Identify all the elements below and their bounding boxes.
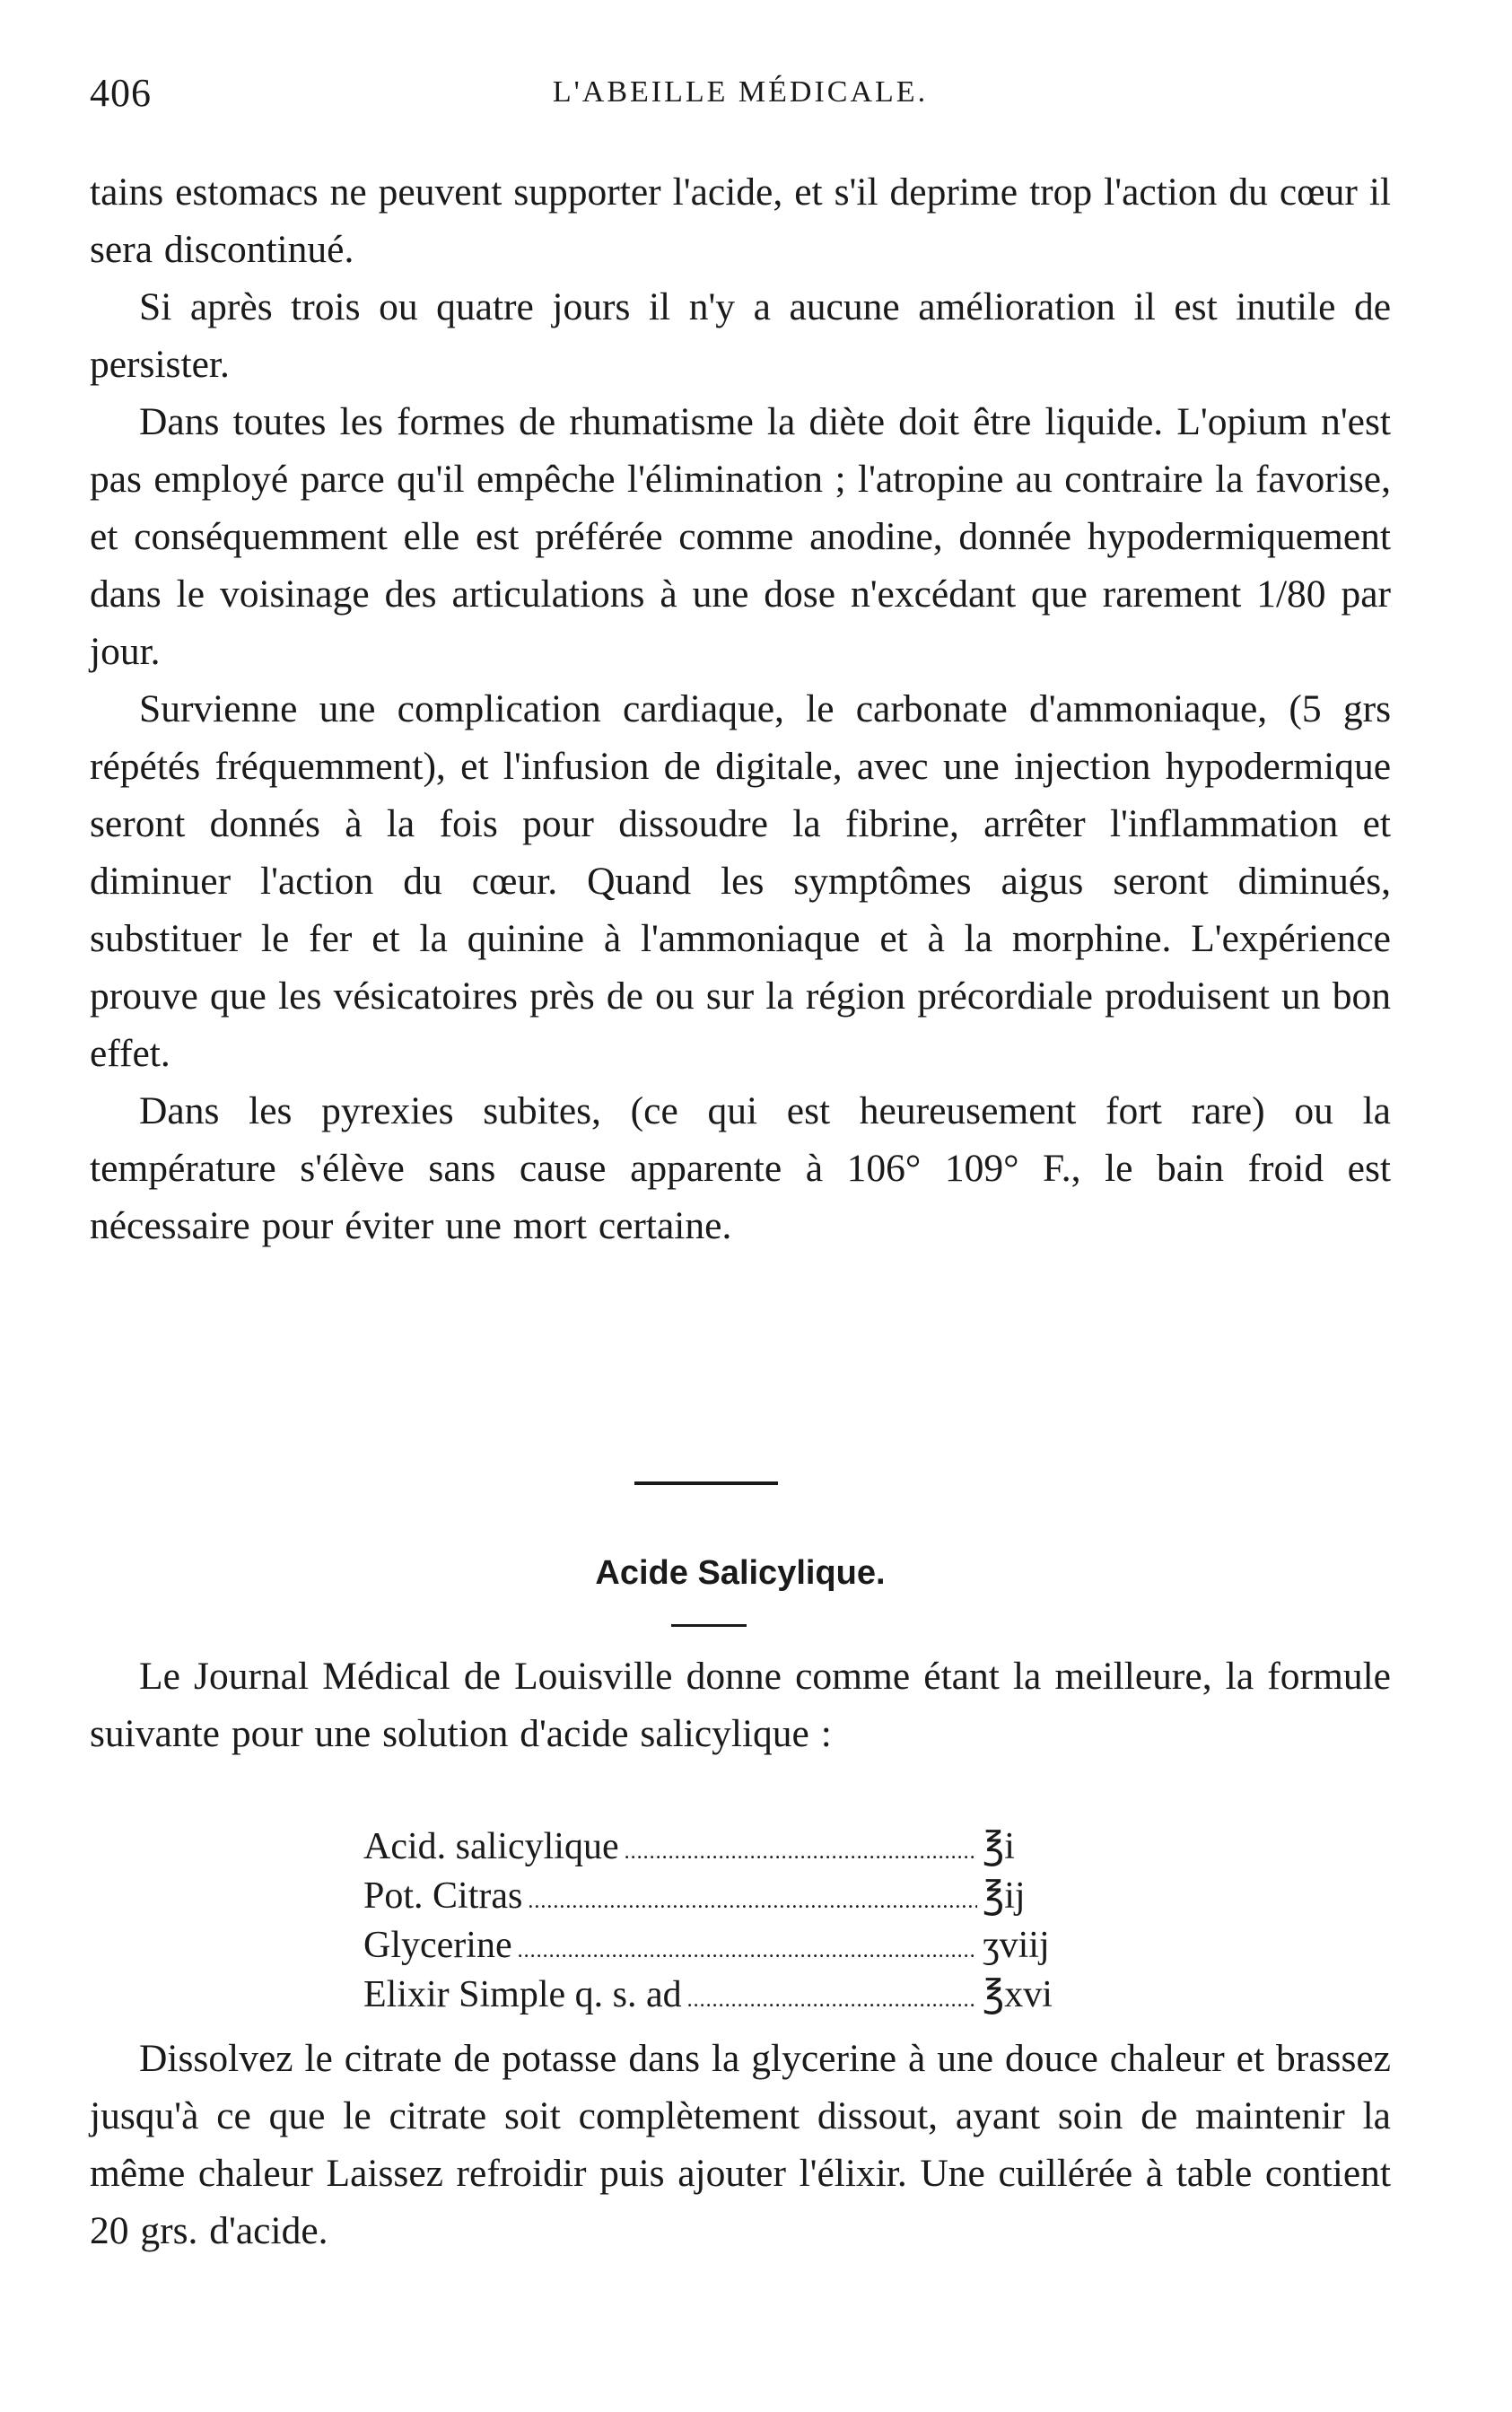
page-header xyxy=(90,70,1391,124)
section-divider xyxy=(634,1481,778,1485)
closing-text xyxy=(90,2030,1391,2259)
formula-row xyxy=(363,1971,1081,2020)
paragraph-3: Dans toutes les formes de rhumatisme la diète doit être liquide. L'opium n'est pas employé parce qu'il empêche l'élimination ; l'atropine au contraire la favorise, et conséquemment elle est préférée comme anodine, donnée hypodermiquement dans le voisinage des articulations à une dose n'excédant que rarement 1/80 par jour. xyxy=(90,400,1391,673)
formula-row xyxy=(363,1822,1081,1872)
section-intro xyxy=(90,1647,1391,1762)
leader-dots xyxy=(687,1976,977,2025)
paragraph-2: Si après trois ou quatre jours il n'y a aucune amélioration il est inutile de persister. xyxy=(90,285,1391,386)
leader-dots xyxy=(528,1877,977,1927)
formula-quantity: ʒviij xyxy=(983,1925,1050,1966)
leader-dots xyxy=(518,1927,977,1976)
formula-quantity: ℥xvi xyxy=(983,1974,1053,2015)
formula-ingredient: Acid. salicylique xyxy=(363,1826,619,1867)
formula-ingredient: Elixir Simple q. s. ad xyxy=(363,1974,682,2015)
leader-dots xyxy=(625,1828,977,1877)
formula-row xyxy=(363,1872,1081,1921)
formula-ingredient: Pot. Citras xyxy=(363,1875,523,1917)
formula-quantity: ℥ij xyxy=(983,1875,1026,1917)
page-number: 406 xyxy=(90,71,152,115)
formula-row xyxy=(363,1921,1081,1971)
title-underline xyxy=(671,1624,747,1627)
intro-paragraph: Le Journal Médical de Louisville donne comme étant la meilleure, la formule suivante pour une solution d'acide salicylique : xyxy=(90,1655,1391,1755)
paragraph-1: tains estomacs ne peuvent supporter l'acide, et s'il deprime trop l'action du cœur il sera discontinué. xyxy=(90,170,1391,271)
paragraph-4: Survienne une complication cardiaque, le carbonate d'ammoniaque, (5 grs répétés fréquemment), et l'infusion de digitale, avec une injection hypodermique seront donnés à la fois pour dissoudre la fibrine, arrêter l'inflammation et diminuer l'action du cœur. Quand les symptômes aigus seront diminués, substituer le fer et la quinine à l'ammoniaque et à la morphine. L'expérience prouve que les vésicatoires près de ou sur la région précordiale produisent un bon effet. xyxy=(90,687,1391,1075)
running-title: L'ABEILLE MÉDICALE. xyxy=(552,75,929,109)
body-text xyxy=(90,163,1391,1254)
closing-paragraph: Dissolvez le citrate de potasse dans la glycerine à une douce chaleur et brassez jusqu'à ce que le citrate soit complètement dissout, ayant soin de maintenir la même chaleur Laissez refroidir puis ajouter l'élixir. Une cuillérée à table contient 20 grs. d'acide. xyxy=(90,2037,1391,2252)
paragraph-5: Dans les pyrexies subites, (ce qui est heureusement fort rare) ou la température s'élève sans cause apparente à 106° 109° F., le bain froid est nécessaire pour éviter une mort certaine. xyxy=(90,1089,1391,1247)
formula-list xyxy=(363,1822,1081,2020)
formula-ingredient: Glycerine xyxy=(363,1925,512,1966)
formula-quantity: ℥i xyxy=(983,1826,1015,1867)
section-title: Acide Salicylique. xyxy=(595,1554,886,1592)
